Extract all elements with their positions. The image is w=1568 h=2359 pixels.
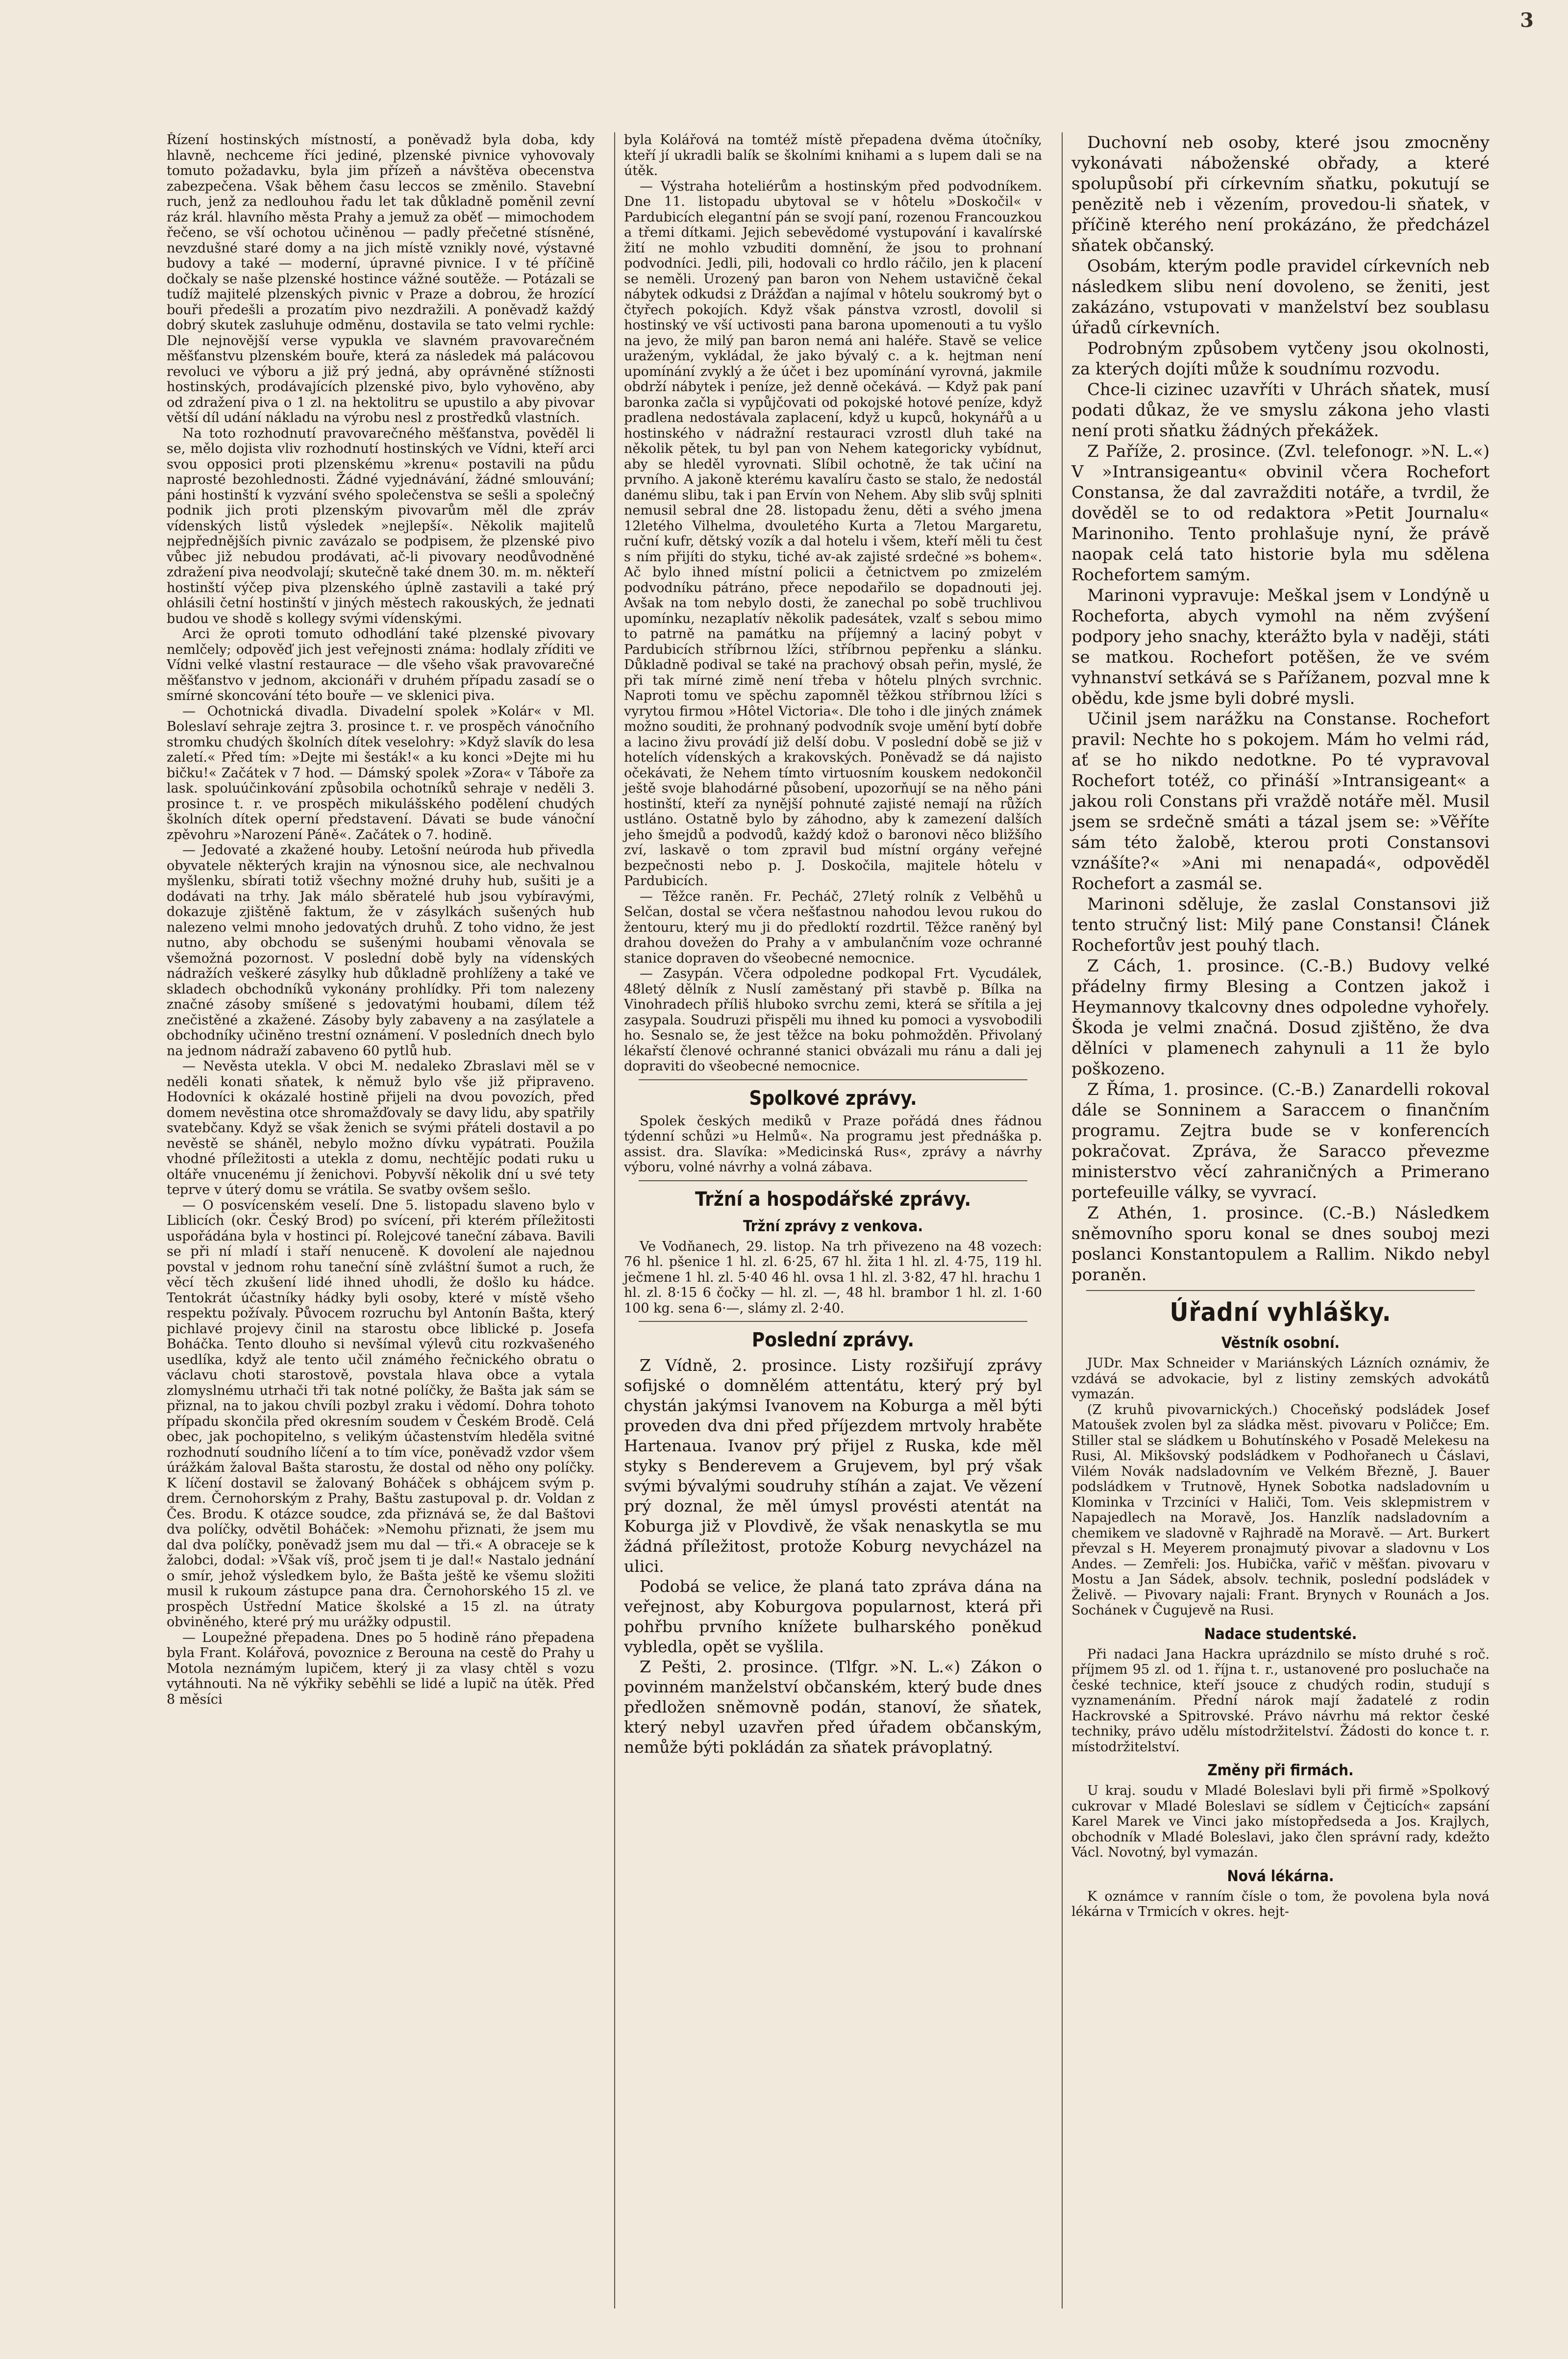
- article-paragraph: — Těžce raněn. Fr. Pecháč, 27letý rolník z Velběhů u Selčan, dostal se včera nešťastnou nahodou levou rukou do žentouru, který mu ji do předloktí rozdrtil. Těžce raněný byl drahou dovežen do Prahy a v ambulančním voze ochranné stanice dopraven do všeobecné nemocnice.: [624, 889, 1042, 966]
- article-paragraph: Duchovní neb osoby, které jsou zmocněny vykonávati náboženské obřady, a které spolupůsobí při církevním sňatku, pokutují se penězitě neb i vězením, provedou-li sňatek, v příčině kterého není prokázáno, že předcházel sňatek občanský.: [1071, 133, 1490, 255]
- article-paragraph: Z Pešti, 2. prosince. (Tlfgr. »N. L.«) Zákon o povinném manželství občanském, který bude dnes předložen sněmovně podán, stanoví, že sňatek, který nebyl uzavřen před úřadem občanským, nemůže býti pokládán za sňatek právoplatný.: [624, 1657, 1042, 1757]
- article-paragraph: Osobám, kterým podle pravidel církevních neb následkem slibu není dovoleno, se ženiti, jest zakázáno, vstupovati v manželství bez soublasu úřadů církevních.: [1071, 256, 1490, 338]
- right-column: [1062, 132, 1490, 2309]
- article-paragraph: — Ochotnická divadla. Divadelní spolek »Kolár« v Ml. Boleslaví sehraje zejtra 3. prosince t. r. ve prospěch vánočního stromku chudých školních dítek veselohry: »Když slavík do lesa zaletí.« Před tím: »Dejte mi šesták!« a ku konci »Dejte mi hu bičku!« Začátek v 7 hod. — Dámský spolek »Zora« v Táboře za lask. spoluúčinkování způsobila ochotníků sehraje v neděli 3. prosince t. r. ve prospěch mikulášského podělení chudých školních dítek operní představení. Dávati se bude vánoční zpěvohru »Narození Páně«. Začátek o 7. hodině.: [167, 703, 595, 843]
- article-paragraph: U kraj. soudu v Mladé Boleslavi byli při firmě »Spolkový cukrovar v Mladé Boleslavi se sídlem v Čejticích« zapsání Karel Marek ve Vinci jako místopředseda a Jos. Krajlych, obchodník v Mladé Boleslavi, jako člen správní rady, kdežto Václ. Novotný, byl vymazán.: [1071, 1783, 1490, 1860]
- subheading-firmy: Změny při firmách.: [1207, 1762, 1354, 1779]
- article-paragraph: — O posvícenském veselí. Dne 5. listopadu slaveno bylo v Liblicích (okr. Český Brod) po svícení, při kterém příležitosti uspořádána byla v hostinci pí. Rolejcové taneční zábava. Bavili se při ní mladí i staří nenuceně. K dovolení ale najednou povstal v jednom rohu taneční síně zvláštní šumot a ruch, že věcí těch zkušení lidé ihned uhodli, že došlo ku hádce. Tentokrát účastníky hádky byli osoby, které v místě všeho respektu požívaly. Půvocem rozruchu byl Antonín Bašta, který pichlavé projevy činil na starostu obce liblické p. Josefa Boháčka. Tento dlouho si nevšímal výlevů citu rozkvašeného usedlíka, když ale tento učil známého řečnického obratu o václavu choti starostově, povstala hlava obce a vytala zlomyslnému utrhači tři tak notné políčky, že Bašta jak sám se přiznal, na to jakou chvíli pozbyl zraku i vědomí. Dohra tohoto případu skončila před okresním soudem v Českém Brodě. Celá obec, jak pochopitelno, s velikým účastenstvím hleděla svitné rozhodnutí soudního líčení a to tím více, poněvadž vzdor všem úrážkám žaloval Bašta starostu, že dostal od něho ony políčky. K líčení dostavil se žalovaný Boháček s obhájcem svým p. drem. Černohorským z Prahy, Baštu zastupoval p. dr. Voldan z Čes. Brodu. K otázce soudce, zda přiznává se, že dal Baštovi dva políčky, odvětil Boháček: »Nemohu přiznati, že jsem mu dal dva políčky, poněvadž jsem mu dal — tři.« A obraceje se k žalobci, dodal: »Však víš, proč jsem ti je dal!« Nastalo jednání o smír, jehož výsledkem bylo, že Bašta ještě ke všemu složiti musil k rukoum zástupce pana dra. Černohorského 15 zl. ve prospěch Ústřední Matice školské a 15 zl. na útraty obviněného, které prý mu urážky odpustil.: [167, 1197, 595, 1630]
- article-paragraph: Arci že oproti tomuto odhodlání také plzenské pivovary nemlčely; odpověď jich jest veřejnosti známa: hodlaly zříditi ve Vídni velké vlastní restaurace — dle všeho však pravovarečné měšťanstvo v jednom, akcionáři v druhém případu zasadí se o smírné skoncování této bouře — ve sklenici piva.: [167, 626, 595, 703]
- section-divider: [639, 1079, 1027, 1080]
- page-number: 3: [1520, 9, 1534, 32]
- article-paragraph: Z Vídně, 2. prosince. Listy rozšiřují zprávy sofijské o domnělém attentátu, který prý byl chystán jakýmsi Ivanovem na Koburga a měl býti proveden dva dni před příjezdem mrtvoly hraběte Hartenaua. Ivanov prý přijel z Ruska, kde měl styky s Benderevem a Grujevem, byl prý však svými bývalými soudruhy stíhán a zajat. Ve vězení prý doznal, že měl úmysl provésti atentát na Koburga již v Plovdivě, že však nenaskytla se mu žádná příležitost, protože Koburg nevycházel na ulici.: [624, 1356, 1042, 1576]
- article-paragraph: Na toto rozhodnutí pravovarečného měšťanstva, pověděl li se, mělo dojista vliv rozhodnutí hostinských ve Vídni, kteří arci svou opposici proti plzenskému »krenu« postavili na půdu naprosté bezohlednosti. Žádné vyjednávání, žádné smlouvání; páni hostinští k vyzvání svého společenstva se sešli a společný podnik jich proti plzenským pivovarům měl dle zpráv vídenských listů výsledek »nejlepší«. Několik majitelů nejpřednějších pivnic zavázalo se podpisem, že plzenské pivo vůbec již nebudou prodávati, ač-li pivovary neodůvodněné zdražení piva neodvolají; skutečně také dnem 30. m. m. někteří hostinští výčep piva plzenského úplně zastavili a také prý ohlásili četní hostinští v jiných městech rakouských, že jednati budou ve shodě s kollegy svými vídenskými.: [167, 425, 595, 626]
- section-heading-trzni: Tržní a hospodářské zprávy.: [695, 1188, 971, 1211]
- article-paragraph: — Loupežné přepadena. Dnes po 5 hodině ráno přepadena byla Frant. Kolářová, povoznice z Berouna na cestě do Prahy u Motola neznámým lupičem, který ji za vlasy chtěl s vozu vytáhnouti. Na ně výkřiky seběhli se lidé a lupič na útěk. Před 8 měsíci: [167, 1630, 595, 1707]
- article-paragraph: Marinoni sděluje, že zaslal Constansovi již tento stručný list: Milý pane Constansi! Článek Rochefortův jest pouhý tlach.: [1071, 894, 1490, 955]
- article-paragraph: Marinoni vypravuje: Meškal jsem v Londýně u Rocheforta, abych vymohl na něm zvýšení podpory jeho snachy, kterážto byla v naději, státi se matkou. Rochefort potěšen, že ve svém vyhnanství setkává se s Pařížanem, pozval mne k obědu, kde jsme byli dobré mysli.: [1071, 586, 1490, 708]
- article-paragraph: — Nevěsta utekla. V obci M. nedaleko Zbraslavi měl se v neděli konati sňatek, k němuž bylo vše již připraveno. Hodovníci k okázalé hostině přijeli na dvou povozích, před domem nevěstina otce shromažďovaly se davy lidu, aby spatřily svatebčany. Když se však ženich se svými přáteli dostavil a po nevěstě se sháněl, nebylo možno dívku vypátrati. Použila vhodné příležitosti a utekla z domu, nechtějíc podati ruku u oltáře vnucenému jí ženichovi. Pobyvší několik dní u své tety teprve v úterý domu se vrátila. Se svatby ovšem sešlo.: [167, 1059, 595, 1197]
- article-paragraph: — Jedovaté a zkažené houby. Letošní neúroda hub přivedla obyvatele některých krajin na výnosnou sice, ale nechvalnou myšlenku, sbírati totiž všechny možné druhy hub, sušiti je a dodávati na trhy. Jak málo sběratelé hub jsou vybíravými, dokazuje zjištěně faktum, že v zásylkách sušených hub nalezeno velmi mnoho jedovatých druhů. Z toho vidno, že jest nutno, aby obchodu se sušenými houbami věnovala se všemožná pozornost. V poslední době byly na vídenských nádražích veškeré zásylky hub důkladně prohlíženy a také ve skladech obchodníků vykonány prohlídky. Při tom nalezeny značné zásoby smíšené s jedovatými houbami, dílem též znečistěné a zkažené. Zásoby byly zabaveny a na zasýlatele a obchodníky učiněno trestní oznámení. V posledních dnech bylo na jednom nádraží zabaveno 60 pytlů hub.: [167, 843, 595, 1059]
- article-paragraph: Řízení hostinských místností, a poněvadž byla doba, kdy hlavně, nechceme říci jediné, plzenské pivnice vyhovovaly tomuto požadavku, byla jim přízeň a návštěva obecenstva zabezpečena. Však během času leccos se změnilo. Stavební ruch, jenž za nedlouhou řadu let tak důkladně poměnil zevní ráz král. hlavního města Prahy a jemuž za oběť — mimochodem řečeno, se vší ochotou učiněnou — padly přečetné stísněné, nevzdušné staré domy a na jich místě vznikly nové, výstavné budovy a také — moderní, úpravné pivnice. I v té příčině dočkaly se naše plzenské hostince vážné soutěže. — Potázali se tudíž majitelé plzenských pivnic v Praze a dobrou, že hrozící bouři předešli a prozatím pivo nezdražili. A poněvadž každý dobrý skutek zasluhuje odměnu, dostavila se tato velmi rychle: Dle nejnovější verse vypukla ve slavném pravovarečném měšťanstvu plzenském bouře, která za následek má palácovou revoluci ve výboru a již prý jedná, aby oprávněné stížnosti hostinských, prodávajících plzenské pivo, bylo vyhověno, aby od zdražení piva o 1 zl. na hektolitru se upustilo a aby pivovar větší díl udání nákladu na výrobu nesl z prostředků vlastních.: [167, 132, 595, 425]
- article-paragraph: byla Kolářová na tomtéž místě přepadena dvěma útočníky, kteří jí ukradli balík se školními knihami a s lupem dali se na útěk.: [624, 132, 1042, 178]
- subheading-vestnik: Věstník osobní.: [1221, 1334, 1340, 1352]
- section-heading-spolkove: Spolkové zprávy.: [749, 1087, 917, 1110]
- newspaper-columns: [167, 132, 1490, 2309]
- subheading-nadace: Nadace studentské.: [1204, 1625, 1357, 1643]
- article-paragraph: Z Říma, 1. prosince. (C.-B.) Zanardelli rokoval dále se Sonninem a Saraccem o finančním programu. Zejtra bude se v konferencích pokračovat. Zpráva, že Saracco převezme ministerstvo věcí zahraničných a Primerano portefeuille války, se vyvrací.: [1071, 1080, 1490, 1202]
- article-paragraph: Spolek českých mediků v Praze pořádá dnes řádnou týdenní schůzi »u Helmů«. Na programu jest přednáška p. assist. dra. Slavíka: »Medicinská Rus«, zprávy a návrhy výboru, volné návrhy a volná zábava.: [624, 1113, 1042, 1175]
- section-divider: [1086, 1290, 1475, 1291]
- article-paragraph: Z Paříže, 2. prosince. (Zvl. telefonogr. »N. L.«) V »Intransigeantu« obvinil včera Rochefort Constansa, že dal zavražditi notáře, a tvrdil, že dověděl se to od redaktora »Petit Journalu« Marinoniho. Tento prohlašuje nyní, že právě naopak celá tato historie byla mu sdělena Rochefortem samým.: [1071, 442, 1490, 585]
- article-paragraph: JUDr. Max Schneider v Mariánských Lázních oznámiv, že vzdává se advokacie, byl z listiny zemských advokátů vymazán.: [1071, 1356, 1490, 1402]
- article-paragraph: K oznámce v ranním čísle o tom, že povolena byla nová lékárna v Trmicích v okres. hejt-: [1071, 1888, 1490, 1919]
- section-heading-uradni: Úřadní vyhlášky.: [1170, 1298, 1392, 1327]
- article-paragraph: — Výstraha hoteliérům a hostinským před podvodníkem. Dne 11. listopadu ubytoval se v hôtelu »Doskočil« v Pardubicích elegantní pán se svojí paní, rozenou Francouzkou a třemi dítkami. Jejich sebevědomé vystupování i kavalírské žití ne mohlo vzbuditi domnění, že jsou to prohnaní podvodníci. Jedli, pili, hodovali co hrdlo ráčilo, jen k placení se neměli. Urozený pan baron von Nehem ustavičně čekal nábytek odkudsi z Drážďan a najímal v hôtelu soukromý byt o čtyřech pokojích. Když však pánstva vzrostl, dovolil si hostinský ve vší uctivosti pana barona upomenouti a tu vyšlo na jevo, že milý pan baron nemá ani haléře. Stavě se velice uraženým, vykládal, že jako bývalý c. a k. hejtman není upomínání zvyklý a že účet i bez upomínání vyrovná, jakmile obdrží nábytek i peníze, jež denně očekává. — Když pak paní baronka začla si vypůjčovati od pokojské hotové peníze, když pradlena nedostávala zaplacení, když u kupců, hokynářů a u hostinského v nádražní restauraci vzrostl dluh také na několik pětek, tu byl pan von Nehem kategoricky vybídnut, aby se hleděl vyrovnati. Slíbil ochotně, že tak učiní na prvního. A jakoně kterému kavalíru často se stalo, že nedostál danému slibu, tak i pan Ervín von Nehem. Aby slib svůj splniti nemusil sebral dne 28. listopadu ženu, děti a svého jmena 12letého Vilhelma, dvouletého Kurta a 7letou Margaretu, ruční kufr, dětský vozík a dal hotelu i všem, kteří měli tu čest s ním přijíti do styku, tiché av-ak zajisté srdečné »s bohem«. Ač bylo ihned místní policii a četnictvem po zmizelém podvodníku pátráno, přece nepodařilo se dopadnouti jej. Avšak na tom nebylo dosti, že zanechal po sobě truchlivou upomínku, nezaplatív několik padesátek, vzalť s sebou mimo to patrně na památku na příjemný a laciný pobyt v Pardubicích stříbrnou lžíci, stříbrnou pepřenku a slánku. Důkladně podival se také na prachový obsah peřin, myslé, že při tak mírné zimě není třeba v hôtelu plných svrchnic. Naproti tomu ve spěchu zapomněl těžkou stříbrnou lžíci s vyrytou firmou »Hôtel Victoria«. Dle toho i dle jiných známek možno souditi, že prohnaný podvodník svoje umění bytí dobře a lacino živu provádí již delší dobu. V poslední době se již v hotelích vídenských a krakovských. Poněvadž se dá najisto očekávati, že Nehem tímto virtuosním kouskem nedokončil ještě svoje blahodárné působení, upozorňují se na něho páni hostinští, kteří za nynější pohnuté zajisté nemají na růžích ustláno. Ostatně bylo by záhodno, aby k zamezení dalších jeho šmejdů a podvodů, každý kdož o baronovi něco bližšího zví, laskavě o tom zpravil bud místní orgány veřejné bezpečnosti nebo p. J. Doskočila, majitele hôtelu v Pardubicích.: [624, 178, 1042, 889]
- article-paragraph: Z Athén, 1. prosince. (C.-B.) Následkem sněmovního sporu konal se dnes souboj mezi poslanci Konstantopulem a Rallim. Nikdo nebyl poraněn.: [1071, 1203, 1490, 1285]
- section-divider: [639, 1321, 1027, 1322]
- article-paragraph: — Zasypán. Včera odpoledne podkopal Frt. Vycudálek, 48letý dělník z Nuslí zaměstaný při stavbě p. Bílka na Vinohradech příliš hluboko svrchu zemi, která se sřítila a jej zasypala. Soudruzi přispěli mu ihned ku pomoci a vysvobodili ho. Sesnalo se, že jest těžce na boku pohmožděn. Přivolaný lékařstí členové ochranné stanici obvázali mu ránu a dali jej dopraviti do všeobecné nemocnice.: [624, 966, 1042, 1074]
- article-paragraph: Z Cách, 1. prosince. (C.-B.) Budovy velké přádelny firmy Blesing a Contzen jakož i Heymannovy tkalcovny dnes odpoledne vyhořely. Škoda je velmi značná. Dosud zjištěno, že dva dělníci v plamenech zahynuli a 11 že bylo poškozeno.: [1071, 956, 1490, 1079]
- middle-column: [614, 132, 1042, 2309]
- article-paragraph: Ve Vodňanech, 29. listop. Na trh přivezeno na 48 vozech: 76 hl. pšenice 1 hl. zl. 6·25, 67 hl. žita 1 hl. zl. 4·75, 119 hl. ječmene 1 hl. zl. 5·40 46 hl. ovsa 1 hl. zl. 3·82, 47 hl. hrachu 1 hl. zl. 8·15 6 čočky — hl. zl. —, 48 hl. brambor 1 hl. zl. 1·60 100 kg. sena 6·—, slámy zl. 2·40.: [624, 1239, 1042, 1316]
- subheading-lekarna: Nová lékárna.: [1227, 1867, 1334, 1885]
- article-paragraph: Podobá se velice, že planá tato zpráva dána na veřejnost, aby Koburgova popularnost, která při pohřbu prvního knížete bulharského poněkud vybledla, opět se vyšlila.: [624, 1577, 1042, 1656]
- section-heading-posledni: Poslední zprávy.: [751, 1329, 915, 1351]
- article-paragraph: Chce-li cizinec uzavříti v Uhrách sňatek, musí podati důkaz, že ve smyslu zákona jeho vlasti není proti sňatku žádných překážek.: [1071, 380, 1490, 441]
- section-divider: [639, 1180, 1027, 1181]
- article-paragraph: Při nadaci Jana Hackra uprázdnilo se místo druhé s roč. příjmem 95 zl. od 1. října t. r., ustanovené pro posluchače na české technice, kteří jsouce z chudých rodin, studují s vyznamenáním. Přední nárok mají žadatelé z rodin Hackrovské a Spitrovské. Právo návrhu má rektor české techniky, právo udělu místodržitelství. Žádosti do konce t. r. místodržitelství.: [1071, 1646, 1490, 1755]
- article-paragraph: Podrobným způsobem vytčeny jsou okolnosti, za kterých dojíti může k soudnímu rozvodu.: [1071, 339, 1490, 379]
- subheading-venkov: Tržní zprávy z venkova.: [743, 1217, 923, 1235]
- article-paragraph: (Z kruhů pivovarnických.) Choceňský podsládek Josef Matoušek zvolen byl za sládka měst. pivovaru v Poličce; Em. Stiller stal se sládkem u Bohutínského v Posadě Melekesu na Rusi, Al. Mikšovský podsládkem v Podhořanech u Čáslavi, Vilém Novák nadsladovním ve Velkém Březně, J. Bauer podsládkem v Trutnově, Hynek Sobotka nadsladovním u Klominka v Trzciníci v Haliči, Tom. Veis sklepmistrem v Napajedlech na Moravě, Jos. Hanzlík nadsladovním a chemikem ve sladovně v Rajhradě na Moravě. — Art. Burkert převzal s H. Meyerem pronajmutý pivovar a sladovnu v Los Andes. — Zemřeli: Jos. Hubička, vařič v měšťan. pivovaru v Mostu a Jan Sádek, absolv. technik, poslední podsládek v Želivě. — Pivovary najali: Frant. Brynych v Rounách a Jos. Sochánek v Čugujevě na Rusi.: [1071, 1402, 1490, 1618]
- article-paragraph: Učinil jsem narážku na Constanse. Rochefort pravil: Nechte ho s pokojem. Mám ho velmi rád, ať se ho nikdo nedotkne. Po té vypravoval Rochefort totéž, co přináší »Intransigeant« a jakou roli Constans při vraždě notáře měl. Musil jsem se srdečně smáti a tázal jsem se: »Věříte sám této žalobě, kterou proti Constansovi vznášíte?« »Ani mi nenapadá«, odpověděl Rochefort a zasmál se.: [1071, 709, 1490, 894]
- left-column: [167, 132, 595, 2309]
